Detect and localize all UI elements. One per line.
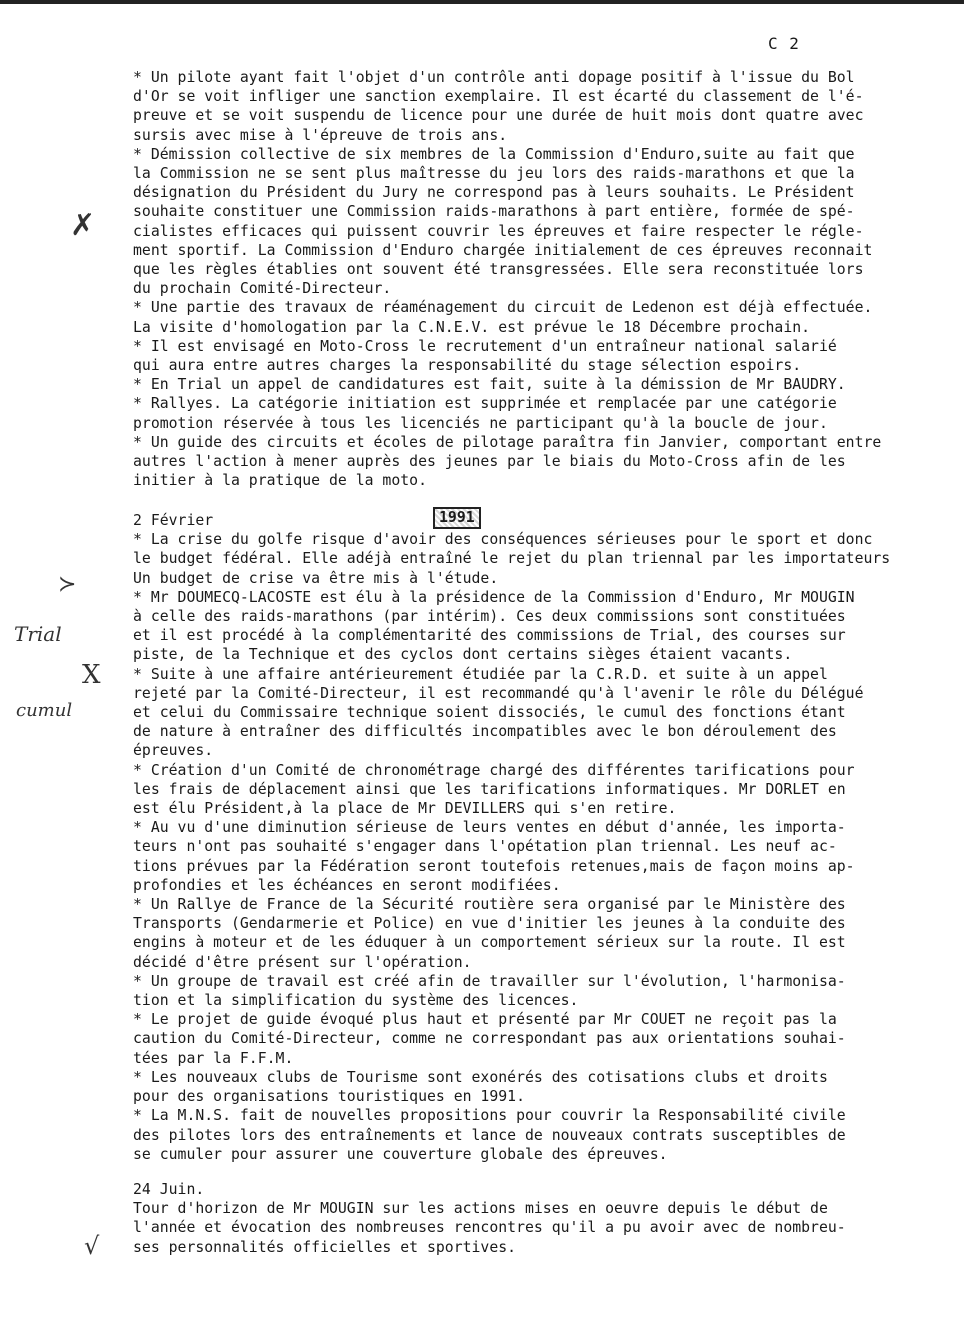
text-line: tion et la simplification du système des licences.: [133, 992, 579, 1010]
text-line: sursis avec mise à l'épreuve de trois ans.: [133, 126, 508, 144]
section-february: [133, 511, 953, 1164]
text-line: teurs n'ont pas souhaité s'engager dans l'opétation plan triennal. Les neuf ac-: [133, 838, 837, 856]
margin-arrow-mark: ≻: [58, 572, 77, 597]
text-line: * Création d'un Comité de chronométrage chargé des différentes tarifications pour: [133, 761, 855, 779]
text-line: * Le projet de guide évoqué plus haut et présenté par Mr COUET ne reçoit pas la: [133, 1011, 837, 1029]
margin-cross-mark: ✗: [70, 208, 96, 243]
text-line: Transports (Gendarmerie et Police) en vue d'initier les jeunes à la conduite des: [133, 915, 846, 933]
text-line: ment sportif. La Commission d'Enduro chargée initialement de ces épreuves reconnait: [133, 241, 873, 259]
text-line: caution du Comité-Directeur, comme ne correspondant pas aux orientations souhai-: [133, 1030, 846, 1048]
page-number: C 2: [768, 34, 800, 53]
text-line: promotion réservée à tous les licenciés ne participant qu'à la boucle de jour.: [133, 414, 828, 432]
text-line: qui aura entre autres charges la responsabilité du stage sélection espoirs.: [133, 357, 802, 375]
text-line: et celui du Commissaire technique soient dissociés, le cumul des fonctions étant: [133, 704, 846, 722]
text-line: preuve et se voit suspendu de licence pour une durée de huit mois dont quatre avec: [133, 107, 864, 125]
date-juin: 24 Juin.: [133, 1181, 205, 1198]
text-line: se cumuler pour assurer une couverture globale des épreuves.: [133, 1145, 668, 1163]
text-line: cialistes efficaces qui puissent couvrir les épreuves et faire respecter le régle-: [133, 222, 864, 240]
text-line: * Un Rallye de France de la Sécurité routière sera organisé par le Ministère des: [133, 896, 846, 914]
text-line: Tour d'horizon de Mr MOUGIN sur les actions mises en oeuvre depuis le début de: [133, 1200, 828, 1218]
margin-note-trial: Trial: [14, 622, 62, 646]
text-line: désignation du Président du Jury ne correspond pas à leurs souhaits. Le Président: [133, 184, 855, 202]
text-line: et il est procédé à la complémentarité des commissions de Trial, des courses sur: [133, 627, 846, 645]
date-heading-feb: [133, 511, 953, 530]
margin-check-mark: √: [84, 1232, 100, 1260]
text-line: souhaite constituer une Commission raids-marathons à part entière, formée de spé-: [133, 203, 855, 221]
february-items: [133, 530, 953, 1164]
section-1990-items: [133, 68, 953, 490]
text-line: * Une partie des travaux de réaménagement du circuit de Ledenon est déjà effectuée.: [133, 299, 873, 317]
text-line: à celle des raids-marathons (par intérim). Ces deux commissions sont constituées: [133, 608, 846, 626]
text-line: décidé d'être présent sur l'opération.: [133, 953, 472, 971]
text-line: d'Or se voit infliger une sanction exemplaire. Il est écarté du classement de l'é-: [133, 88, 864, 106]
date-feb: 2 Février: [133, 512, 214, 529]
text-line: que les règles établies ont souvent été transgressées. Elle sera reconstituée lors: [133, 261, 864, 279]
june-items: [133, 1199, 953, 1257]
text-line: * Un guide des circuits et écoles de pilotage paraîtra fin Janvier, comportant entre: [133, 433, 882, 451]
text-line: * Suite à une affaire antérieurement étudiée par la C.R.D. et suite à un appel: [133, 665, 828, 683]
text-line: autres l'action à mener auprès des jeunes par le biais du Moto-Cross afin de les: [133, 453, 846, 471]
section-june: [133, 1180, 953, 1257]
text-line: * Démission collective de six membres de la Commission d'Enduro,suite au fait que: [133, 145, 855, 163]
margin-x-mark: X: [82, 660, 101, 690]
text-line: profondies et les échéances en seront modifiées.: [133, 876, 561, 894]
top-border-rule: [0, 0, 964, 4]
text-line: du prochain Comité-Directeur.: [133, 280, 392, 298]
text-line: * La crise du golfe risque d'avoir des conséquences sérieuses pour le sport et donc: [133, 531, 873, 549]
text-line: des pilotes lors des entraînements et lance de nouveaux contrats susceptibles de: [133, 1126, 846, 1144]
text-line: * La M.N.S. fait de nouvelles propositions pour couvrir la Responsabilité civile: [133, 1107, 846, 1125]
text-line: tions prévues par la Fédération seront toutefois retenues,mais de façon moins ap-: [133, 857, 855, 875]
text-line: * Au vu d'une diminution sérieuse de leurs ventes en début d'année, les importa-: [133, 819, 846, 837]
text-line: les frais de déplacement ainsi que les tarifications informatiques. Mr DORLET en: [133, 780, 846, 798]
text-line: * Rallyes. La catégorie initiation est supprimée et remplacée par une catégorie: [133, 395, 837, 413]
text-line: ses personnalités officielles et sportives.: [133, 1238, 517, 1256]
margin-note-cumul: cumul: [16, 700, 73, 721]
text-line: * Mr DOUMECQ-LACOSTE est élu à la présidence de la Commission d'Enduro, Mr MOUGIN: [133, 588, 855, 606]
text-line: épreuves.: [133, 742, 214, 760]
text-line: * Un pilote ayant fait l'objet d'un contrôle anti dopage positif à l'issue du Bol: [133, 69, 855, 86]
text-line: Un budget de crise va être mis à l'étude.: [133, 569, 499, 587]
text-line: le budget fédéral. Elle adéjà entraîné le rejet du plan triennal par les importateurs: [133, 550, 891, 568]
text-line: rejeté par la Comité-Directeur, il est recommandé qu'à l'avenir le rôle du Délégué: [133, 684, 864, 702]
text-line: initier à la pratique de la moto.: [133, 472, 427, 490]
text-line: piste, de la Technique et des cyclos dont certains sièges étaient vacants.: [133, 646, 793, 664]
text-line: tées par la F.F.M.: [133, 1049, 294, 1067]
text-line: * En Trial un appel de candidatures est fait, suite à la démission de Mr BAUDRY.: [133, 376, 846, 394]
text-line: pour des organisations touristiques en 1991.: [133, 1088, 525, 1106]
text-line: * Il est envisagé en Moto-Cross le recrutement d'un entraîneur national salarié: [133, 337, 837, 355]
text-line: engins à moteur et de les éduquer à un comportement sérieux sur la route. Il est: [133, 934, 846, 952]
text-line: La visite d'homologation par la C.N.E.V. est prévue le 18 Décembre prochain.: [133, 318, 811, 336]
text-line: est élu Président,à la place de Mr DEVILLERS qui s'en retire.: [133, 800, 677, 818]
text-line: l'année et évocation des nombreuses rencontres qu'il a pu avoir avec de nombreu-: [133, 1219, 846, 1237]
text-line: * Les nouveaux clubs de Tourisme sont exonérés des cotisations clubs et droits: [133, 1068, 828, 1086]
text-line: de nature à entraîner des difficultés incompatibles avec le bon déroulement des: [133, 723, 837, 741]
text-line: la Commission ne se sent plus maîtresse du jeu lors des raids-marathons et que la: [133, 165, 855, 183]
year-stamp: 1991: [433, 507, 481, 529]
text-line: * Un groupe de travail est créé afin de travailler sur l'évolution, l'harmonisa-: [133, 972, 846, 990]
